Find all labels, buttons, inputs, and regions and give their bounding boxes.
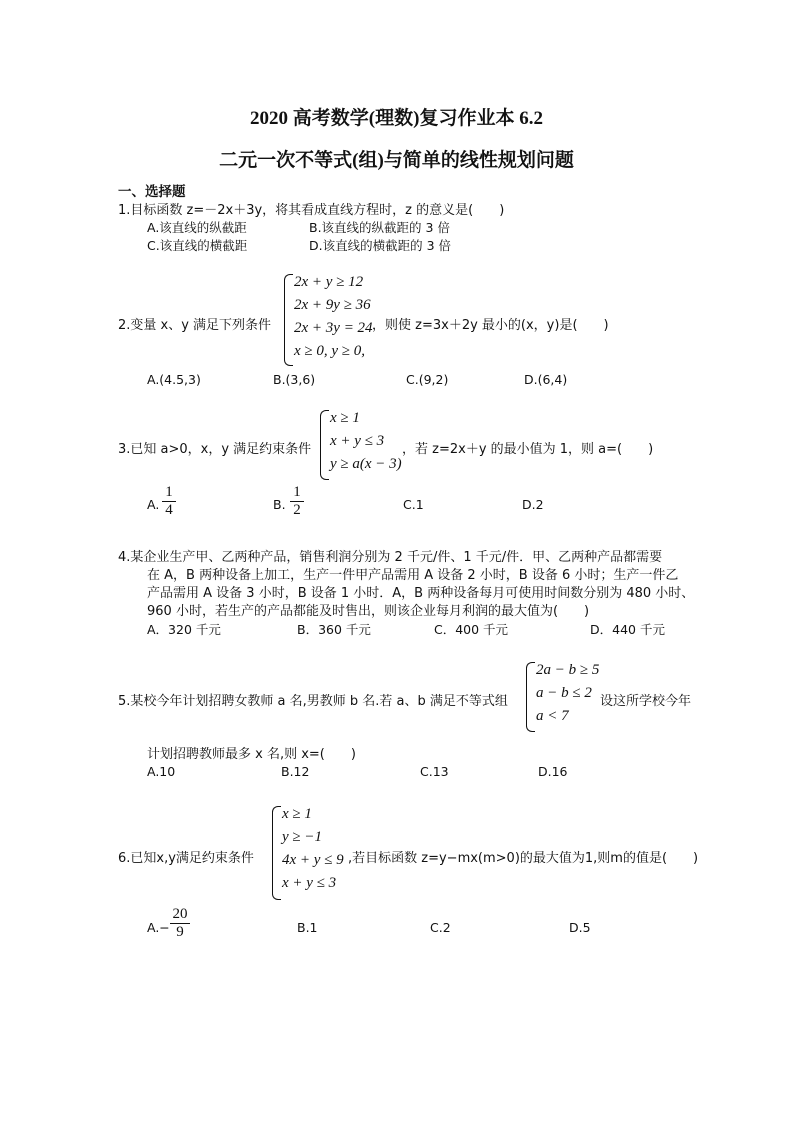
- question-4-line-4: 960 小时，若生产的产品都能及时售出，则该企业每月利润的最大值为( ): [147, 604, 590, 619]
- q3-option-a-label: A.: [147, 497, 160, 512]
- q5-option-b: B.12: [281, 764, 310, 779]
- q6-constraint-1: x ≥ 1: [282, 806, 312, 822]
- question-6-prefix: 6.已知x,y满足约束条件: [118, 851, 254, 866]
- q6-option-b: B.1: [297, 920, 318, 935]
- q2-option-d: D.(6,4): [524, 372, 568, 387]
- q2-constraint-3: 2x + 3y = 24: [294, 320, 373, 336]
- question-4-line-3: 产品需用 A 设备 3 小时，B 设备 1 小时．A，B 两种设备每月可使用时间数分别为 480 小时、: [147, 586, 695, 601]
- q6-option-a-label: A.−: [147, 920, 170, 935]
- q3-constraint-system: [320, 410, 410, 480]
- q3-constraint-1: x ≥ 1: [330, 410, 360, 426]
- q5-option-d: D.16: [538, 764, 568, 779]
- q2-constraint-4: x ≥ 0, y ≥ 0,: [294, 343, 366, 359]
- q3-option-b-label: B.: [273, 497, 286, 512]
- q5-constraint-3: a < 7: [536, 708, 569, 724]
- page-title: 2020 高考数学(理数)复习作业本 6.2: [250, 108, 543, 129]
- q4-option-a: A．320 千元: [147, 622, 221, 637]
- question-6-suffix: ,若目标函数 z=y−mx(m>0)的最大值为1,则m的值是( ): [348, 851, 699, 866]
- q3-option-d: D.2: [522, 497, 544, 512]
- q4-option-d: D．440 千元: [590, 622, 665, 637]
- q3-constraint-3: y ≥ a(x − 3): [330, 456, 402, 472]
- q1-option-a: A.该直线的纵截距: [147, 220, 247, 235]
- q6-constraint-system: [272, 806, 360, 900]
- q6-constraint-2: y ≥ −1: [282, 829, 323, 845]
- q2-option-c: C.(9,2): [406, 372, 449, 387]
- q5-constraint-2: a − b ≤ 2: [536, 685, 592, 701]
- q2-option-a: A.(4.5,3): [147, 372, 201, 387]
- fraction-denominator: 2: [293, 502, 301, 518]
- brace-icon: [284, 274, 293, 366]
- q6-constraint-3: 4x + y ≤ 9: [282, 852, 344, 868]
- question-3-suffix: ，若 z=2x＋y 的最小值为 1，则 a=( ): [402, 442, 654, 457]
- fraction-numerator: 1: [293, 484, 301, 500]
- q2-constraint-2: 2x + 9y ≥ 36: [294, 297, 371, 313]
- q2-constraint-1: 2x + y ≥ 12: [294, 274, 364, 290]
- q6-constraint-4: x + y ≤ 3: [282, 875, 337, 891]
- question-5-line-2: 计划招聘教师最多 x 名,则 x=( ): [147, 747, 356, 762]
- brace-icon: [526, 662, 535, 732]
- q6-option-d: D.5: [569, 920, 591, 935]
- q2-constraint-system: [284, 274, 384, 366]
- q5-constraint-system: [526, 662, 606, 732]
- q5-option-c: C.13: [420, 764, 449, 779]
- question-2-suffix: ，则使 z=3x＋2y 最小的(x，y)是( ): [372, 318, 609, 333]
- question-2-prefix: 2.变量 x、y 满足下列条件: [118, 318, 272, 333]
- q2-option-b: B.(3,6): [273, 372, 316, 387]
- q3-option-a-fraction: [162, 484, 176, 519]
- q5-constraint-1: 2a − b ≥ 5: [536, 662, 600, 678]
- question-3-prefix: 3.已知 a>0，x，y 满足约束条件: [118, 442, 312, 457]
- question-4-line-1: 4.某企业生产甲、乙两种产品，销售利润分别为 2 千元/件、1 千元/件．甲、乙两种产品都需要: [118, 550, 663, 565]
- q1-option-b: B.该直线的纵截距的 3 倍: [309, 220, 450, 235]
- section-heading: 一、选择题: [118, 184, 186, 200]
- q1-option-c: C.该直线的横截距: [147, 238, 248, 253]
- question-5-suffix: 设这所学校今年: [600, 694, 692, 709]
- q4-option-b: B．360 千元: [297, 622, 371, 637]
- q1-option-d: D.该直线的横截距的 3 倍: [309, 238, 451, 253]
- fraction-denominator: 4: [165, 502, 173, 518]
- q6-option-a-fraction: [170, 906, 190, 941]
- question-1-text: 1.目标函数 z=－2x＋3y，将其看成直线方程时，z 的意义是( ): [118, 203, 505, 218]
- q6-option-c: C.2: [430, 920, 451, 935]
- brace-icon: [320, 410, 329, 480]
- q3-option-b-fraction: [290, 484, 304, 519]
- brace-icon: [272, 806, 281, 900]
- fraction-denominator: 9: [176, 924, 184, 940]
- page-subtitle: 二元一次不等式(组)与简单的线性规划问题: [219, 150, 574, 171]
- q5-option-a: A.10: [147, 764, 176, 779]
- fraction-numerator: 1: [165, 484, 173, 500]
- q3-constraint-2: x + y ≤ 3: [330, 433, 385, 449]
- question-5-prefix: 5.某校今年计划招聘女教师 a 名,男教师 b 名.若 a、b 满足不等式组: [118, 694, 508, 709]
- q3-option-c: C.1: [403, 497, 424, 512]
- fraction-numerator: 20: [172, 906, 188, 922]
- question-4-line-2: 在 A，B 两种设备上加工，生产一件甲产品需用 A 设备 2 小时，B 设备 6 小时；生产一件乙: [147, 568, 679, 583]
- q4-option-c: C．400 千元: [434, 622, 509, 637]
